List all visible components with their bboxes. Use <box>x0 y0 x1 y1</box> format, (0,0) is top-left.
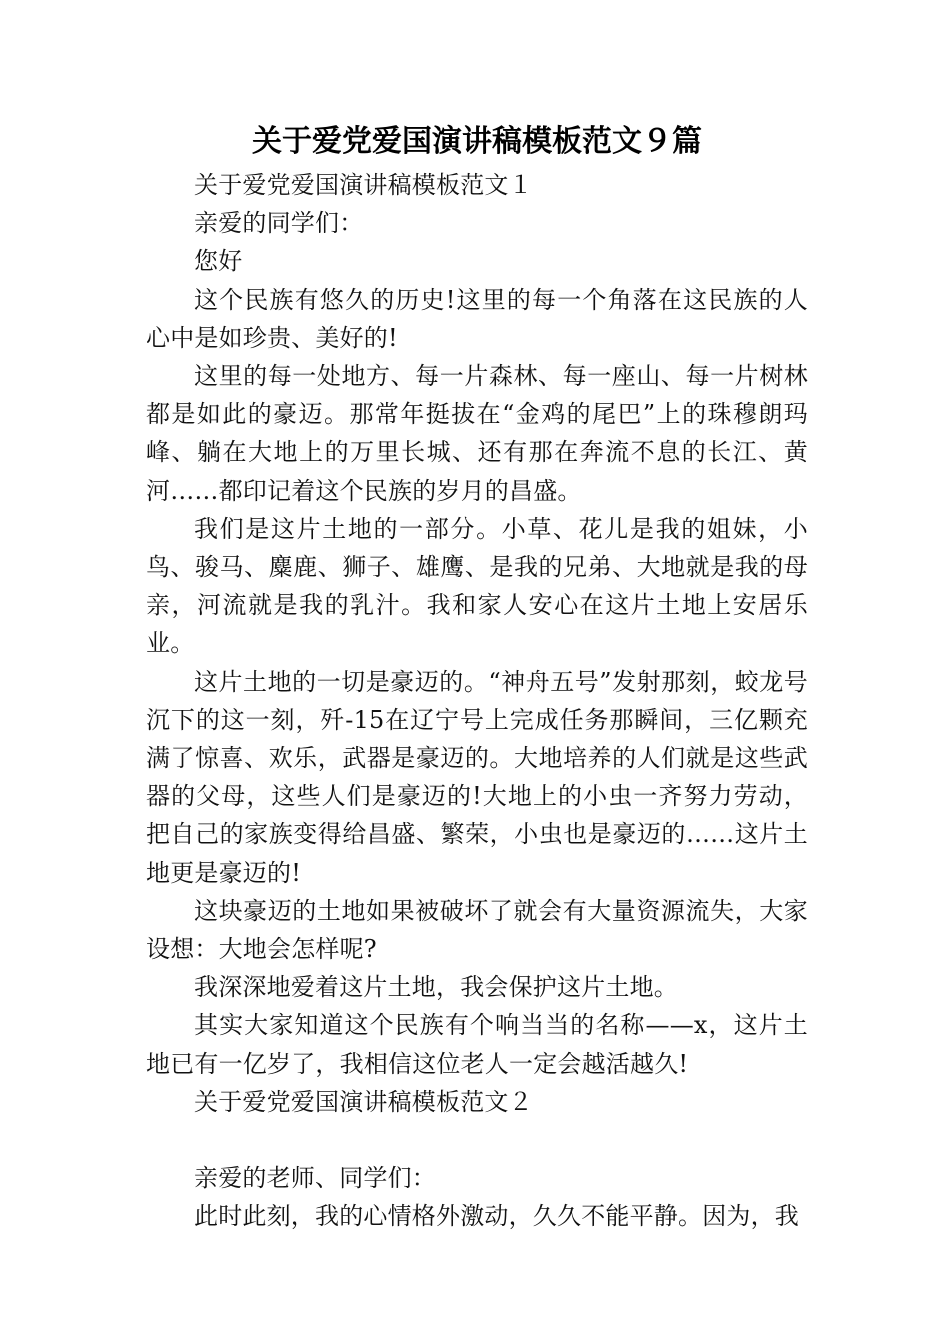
document-page <box>146 118 808 1235</box>
paragraph: 您好 <box>194 247 243 276</box>
paragraph: 我们是这片土地的一部分。小草、花儿是我的姐妹，小鸟、骏马、麋鹿、狮子、雄鹰、是我的兄弟、大地就是我的母亲，河流就是我的乳汁。我和家人安心在这片土地上安居乐业。 <box>146 514 808 658</box>
paragraph: 亲爱的老师、同学们： <box>194 1164 436 1193</box>
paragraph: 我深深地爱着这片土地，我会保护这片土地。 <box>194 973 678 1002</box>
paragraph: 这片土地的一切是豪迈的。“神舟五号”发射那刻，蛟龙号沉下的这一刻，歼-15在辽宁号上完成任务那瞬间，三亿颗充满了惊喜、欢乐，武器是豪迈的。大地培养的人们就是这些武器的父母，这些人们是豪迈的!大地上的小虫一齐努力劳动，把自己的家族变得给昌盛、繁荣，小虫也是豪迈的……这片土地更是豪迈的! <box>146 667 808 887</box>
blank-line <box>146 1121 808 1159</box>
paragraph: 关于爱党爱国演讲稿模板范文１ <box>194 171 533 199</box>
paragraph: 此时此刻，我的心情格外激动，久久不能平静。因为，我 <box>194 1202 799 1231</box>
paragraph: 这里的每一处地方、每一片森林、每一座山、每一片树林都是如此的豪迈。那常年挺拔在“金鸡的尾巴”上的珠穆朗玛峰、躺在大地上的万里长城、还有那在奔流不息的长江、黄河……都印记着这个民族的岁月的昌盛。 <box>146 362 808 505</box>
document-title: 关于爱党爱国演讲稿模板范文９篇 <box>252 124 702 159</box>
paragraph: 这块豪迈的土地如果被破坏了就会有大量资源流失，大家设想：大地会怎样呢? <box>146 896 808 964</box>
paragraph: 关于爱党爱国演讲稿模板范文２ <box>194 1087 533 1116</box>
paragraph: 其实大家知道这个民族有个响当当的名称——x，这片土地已有一亿岁了，我相信这位老人一定会越活越久! <box>146 1011 808 1078</box>
paragraph: 亲爱的同学们： <box>194 209 364 238</box>
paragraph: 这个民族有悠久的历史!这里的每一个角落在这民族的人心中是如珍贵、美好的! <box>146 285 808 352</box>
